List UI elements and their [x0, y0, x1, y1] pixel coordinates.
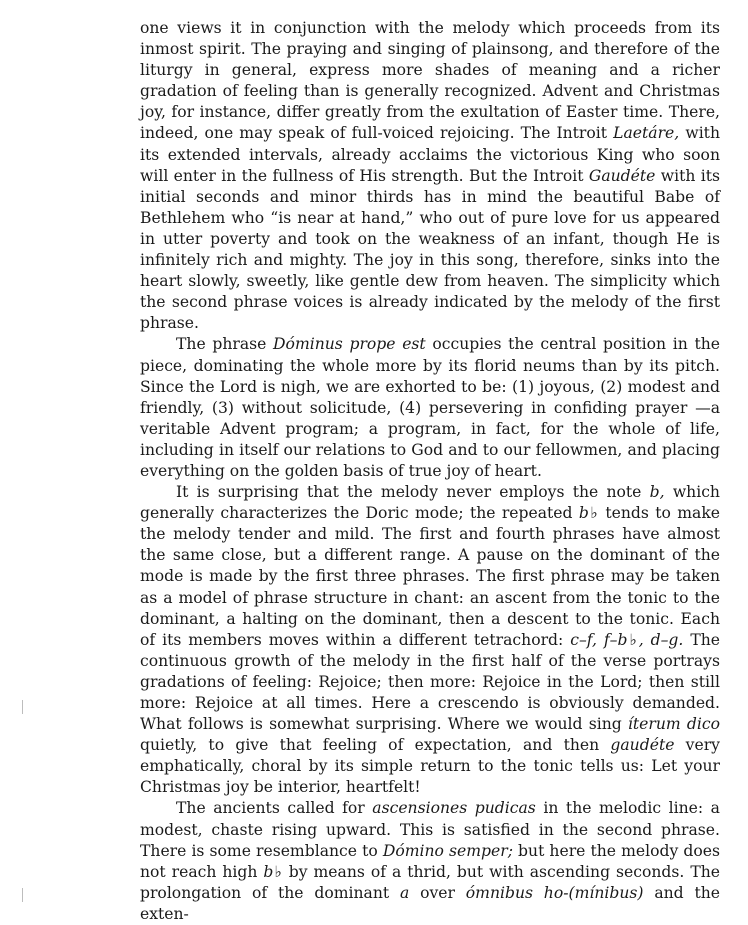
- italic-text-run: ascensiones pudicas: [372, 799, 536, 818]
- text-run: by means of a thrid, but with ascending seconds. The prolongation of the dominant: [140, 862, 720, 902]
- italic-text-run: Gaudéte: [588, 166, 656, 185]
- italic-text-run: Dómino semper;: [382, 841, 513, 860]
- text-run: with its extended intervals, already acclaims the victorious King who soon will enter in the fullness of His strength. But the Introit: [140, 124, 720, 185]
- italic-text-run: gaudéte: [610, 736, 675, 755]
- text-run: but here the melody does not reach high: [140, 841, 720, 881]
- text-run: one views it in conjunction with the melody which proceeds from its inmost spirit. The praying and singing of plainsong, and therefore of the liturgy in general, express more shades of meaning and a richer gradation of feeling than is generally recognized. Advent and Christmas joy, for instance, differ greatly from the exultation of Easter time. There, indeed, one may speak of full-voiced rejoicing. The Introit: [140, 19, 720, 143]
- text-run: occupies the central position in the piece, dominating the whole more by its florid neums than by its pitch. Since the Lord is nigh, we are exhorted to be: (1) joyous, (2) modest and friendly, (3) without solicitude, (4) persevering in confiding prayer —a veritable Advent program; a program, in fact, for the whole of life, including in itself our relations to God and to our fellowmen, and placing everything on the golden basis of true joy of heart.: [140, 335, 721, 480]
- italic-text-run: Laetáre,: [613, 124, 680, 143]
- text-run: over: [409, 883, 466, 902]
- text-run: in the melodic line: a modest, chaste rising upward. This is satisfied in the second phrase. There is some resemblance to: [140, 799, 720, 860]
- italic-text-run: ómnibus ho-(mínibus): [465, 883, 644, 902]
- paragraph: [140, 334, 720, 482]
- margin-mark: [22, 888, 23, 902]
- text-run: very emphatically, choral by its simple return to the tonic tells us: Let your Christmas joy be interior, heartfelt!: [140, 736, 720, 797]
- paragraph: [140, 798, 720, 925]
- text-run: The continuous growth of the melody in the first half of the verse portrays gradations of feeling: Rejoice; then more: Rejoice in the Lord; then still more: Rejoice at all times. Here a crescendo is obviously demanded. What follows is somewhat surprising. Where we would sing: [140, 630, 720, 734]
- italic-text-run: c–f, f–b♭, d–g.: [570, 630, 684, 649]
- italic-text-run: b,: [649, 483, 665, 502]
- italic-text-run: íterum dico: [627, 715, 720, 734]
- text-run: and the exten-: [140, 883, 721, 923]
- italic-text-run: b♭: [578, 504, 600, 523]
- margin-mark: [22, 700, 23, 714]
- paragraph: [140, 18, 720, 334]
- text-run: tends to make the melody tender and mild. The first and fourth phrases have almost the same close, but a different range. A pause on the dominant of the mode is made by the first three phrases. The first phrase may be taken as a model of phrase structure in chant: an ascent from the tonic to the dominant, a halting on the dominant, then a descent to the tonic. Each of its members moves within a different tetrachord:: [140, 504, 721, 649]
- italic-text-run: b♭: [263, 862, 283, 881]
- text-run: The ancients called for: [176, 799, 373, 818]
- italic-text-run: Dóminus prope est: [273, 335, 426, 354]
- text-run: quietly, to give that feeling of expectation, and then: [140, 736, 611, 755]
- text-run: The phrase: [176, 335, 274, 354]
- paragraph: [140, 482, 720, 798]
- text-run: It is surprising that the melody never employs the note: [176, 483, 650, 502]
- italic-text-run: a: [399, 883, 410, 902]
- text-run: with its initial seconds and minor thirds has in mind the beautiful Babe of Bethlehem who “is near at hand,” who out of pure love for us appeared in utter poverty and took on the weakness of an infant, though He is infinitely rich and mighty. The joy in this song, therefore, sinks into the heart slowly, sweetly, like gentle dew from heaven. The simplicity which the second phrase voices is already indicated by the melody of the first phrase.: [140, 166, 720, 333]
- text-run: which generally characterizes the Doric mode; the repeated: [140, 483, 720, 523]
- page-text: [140, 18, 720, 925]
